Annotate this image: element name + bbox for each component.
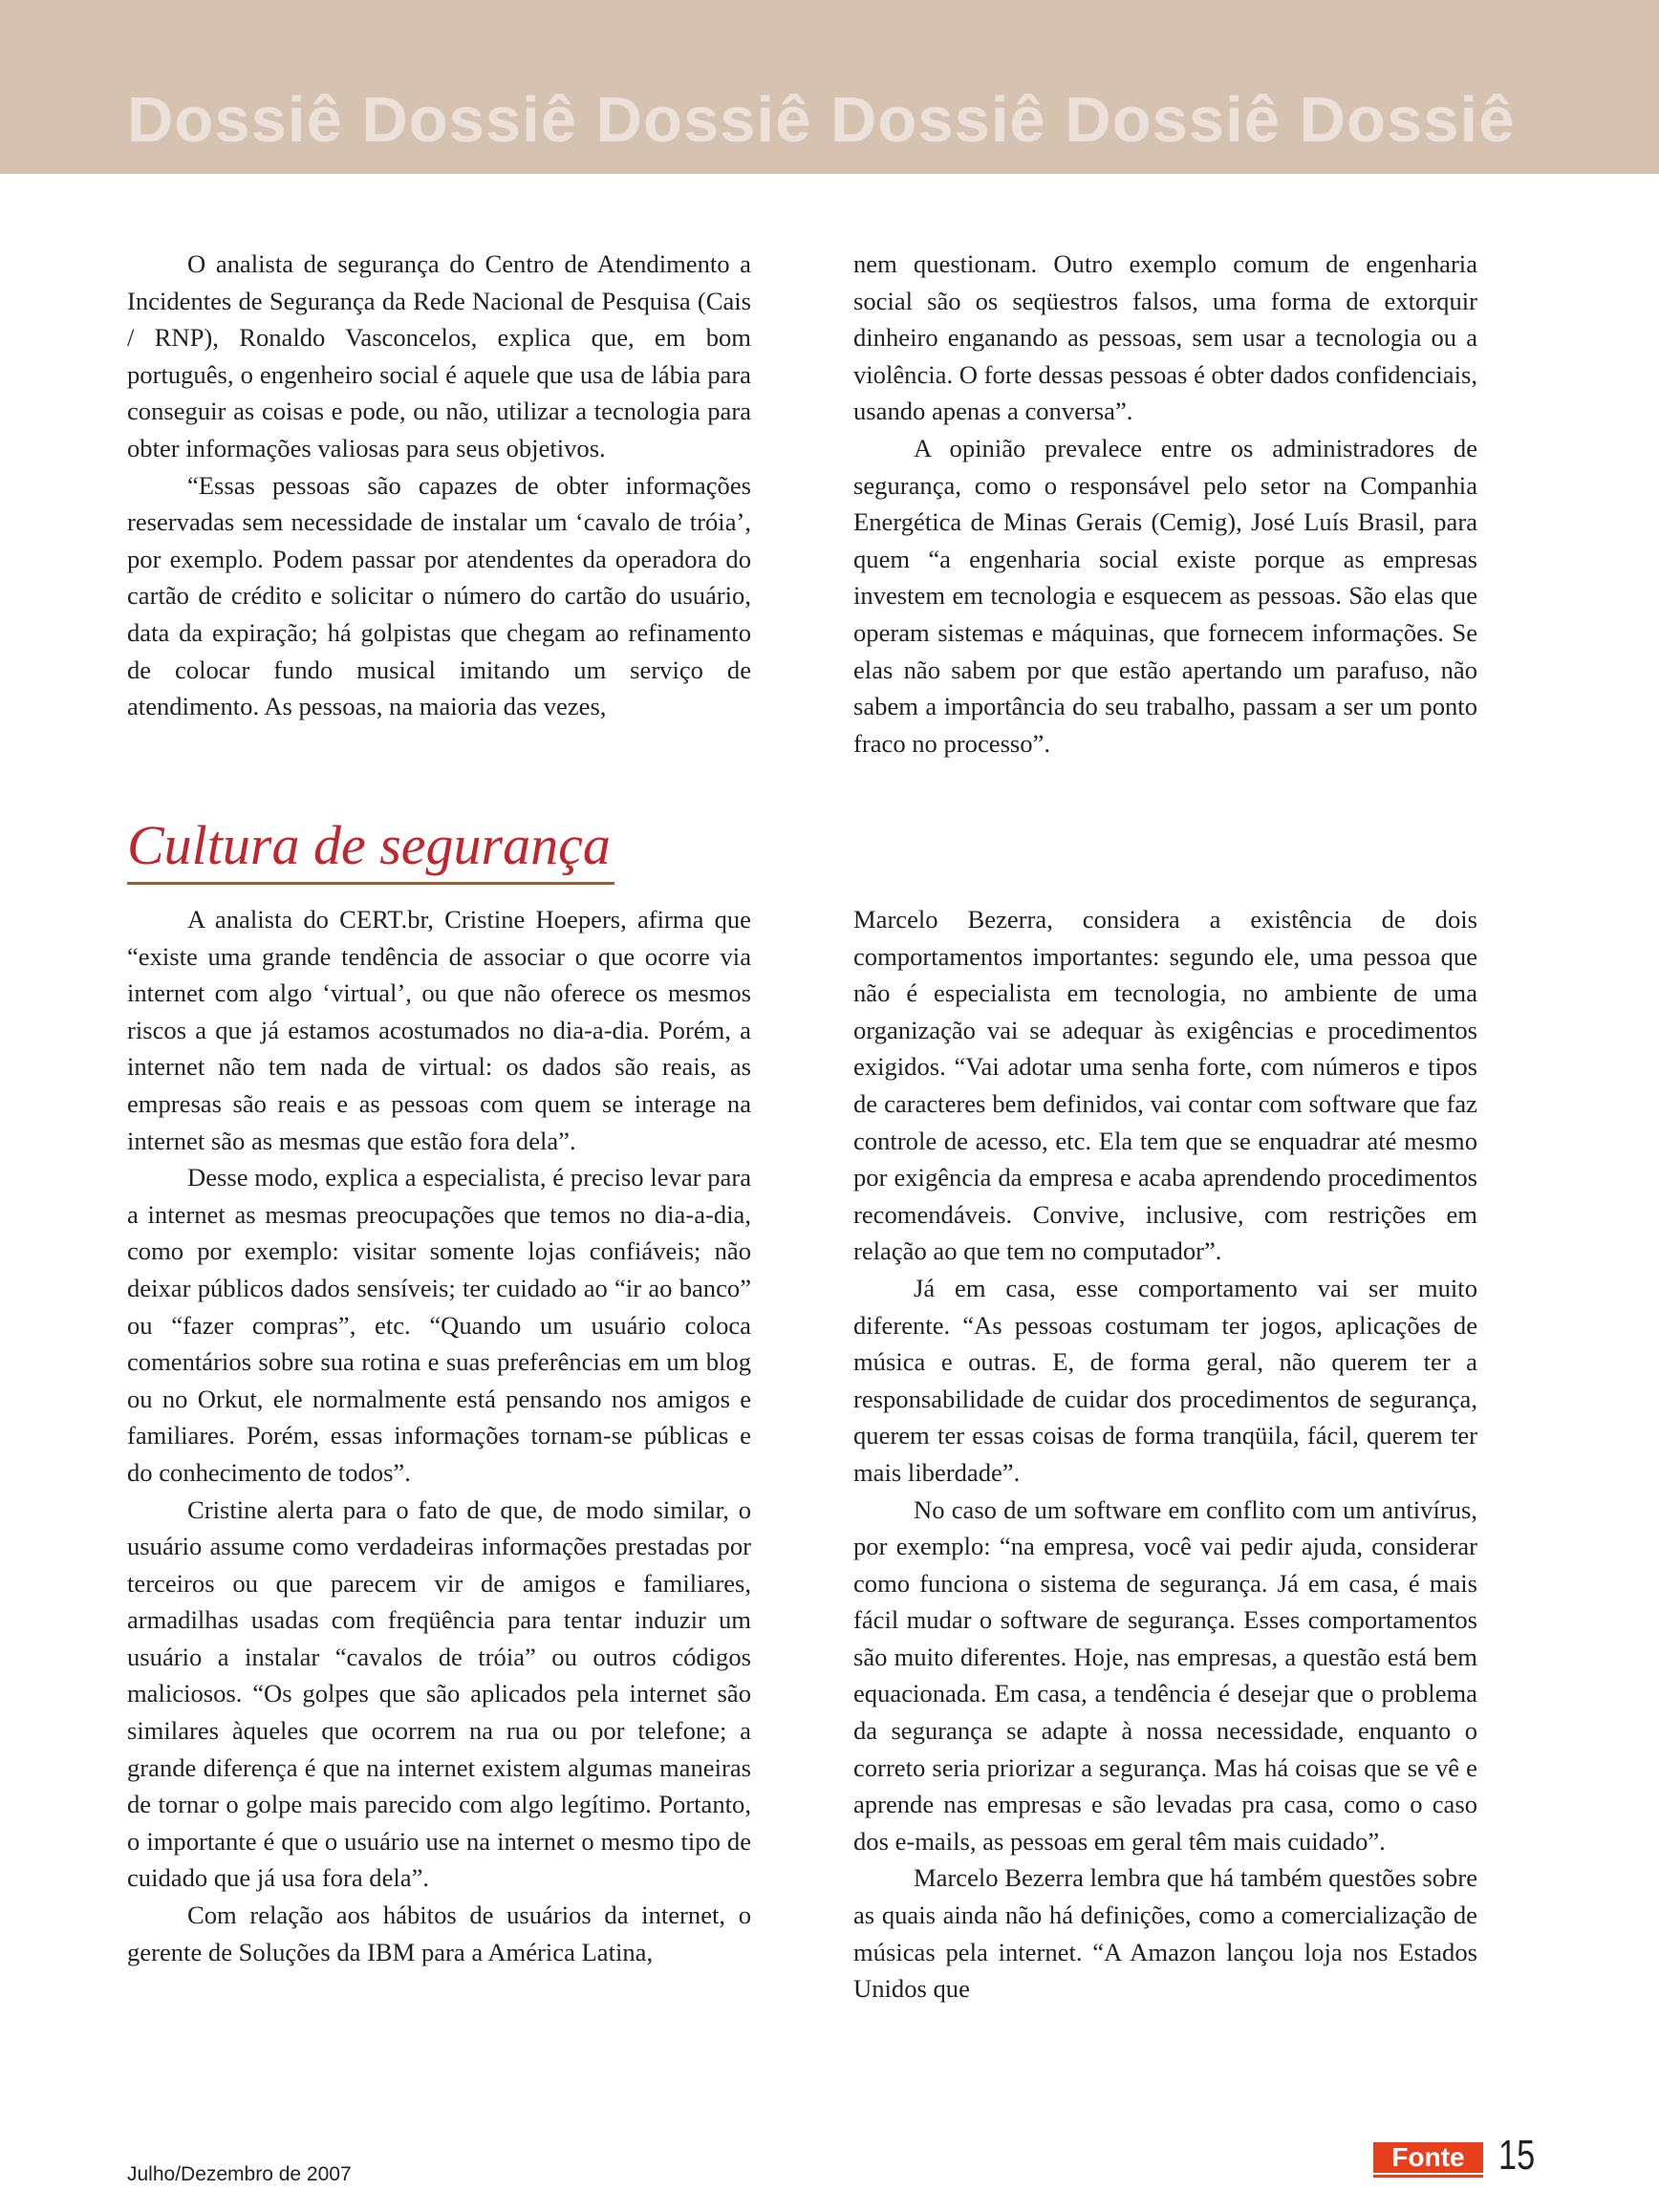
- section-right-column: [853, 901, 1477, 2008]
- page-number: 15: [1498, 2132, 1536, 2179]
- fonte-logo: Fonte: [1373, 2142, 1483, 2173]
- paragraph: Marcelo Bezerra, considera a existência de dois comportamentos importantes: segundo ele, uma pessoa que não é especialista em tecnologia, no ambiente de uma organização vai se adequar às exigências e procedimentos exigidos. “Vai adotar uma senha forte, com números e tipos de caracteres bem definidos, vai contar com software que faz controle de acesso, etc. Ela tem que se enquadrar até mesmo por exigência da empresa e acaba aprendendo procedimentos recomendáveis. Convive, inclusive, com restrições em relação ao que tem no computador”.: [853, 905, 1477, 1266]
- paragraph: Já em casa, esse comportamento vai ser muito diferente. “As pessoas costumam ter jogos, aplicações de música e outras. E, de forma geral, não querem ter a responsabilidade de cuidar dos procedimentos de segurança, querem ter essas coisas de forma tranqüila, fácil, querem ter mais liberdade”.: [853, 1273, 1477, 1487]
- dossie-header-band: [0, 0, 1659, 174]
- section-left-column: [127, 901, 751, 1970]
- paragraph: O analista de segurança do Centro de Atendimento a Incidentes de Segurança da Rede Nacional de Pesquisa (Cais / RNP), Ronaldo Vasconcelos, explica que, em bom português, o engenheiro social é aquele que usa de lábia para conseguir as coisas e pode, ou não, utilizar a tecnologia para obter informações valiosas para seus objetivos.: [127, 249, 751, 462]
- paragraph: A analista do CERT.br, Cristine Hoepers, afirma que “existe uma grande tendência de associar o que ocorre via internet com algo ‘virtual’, ou que não oferece os mesmos riscos a que já estamos acostumados no dia-a-dia. Porém, a internet não tem nada de virtual: os dados são reais, as empresas são reais e as pessoas com quem se interage na internet são as mesmas que estão fora dela”.: [127, 905, 751, 1155]
- paragraph: Marcelo Bezerra lembra que há também questões sobre as quais ainda não há definições, como a comercialização de músicas pela internet. “A Amazon lançou loja nos Estados Unidos que: [853, 1863, 1477, 2004]
- paragraph: Com relação aos hábitos de usuários da internet, o gerente de Soluções da IBM para a América Latina,: [127, 1901, 751, 1966]
- paragraph: Desse modo, explica a especialista, é preciso levar para a internet as mesmas preocupações que temos no dia-a-dia, como por exemplo: visitar somente lojas confiáveis; não deixar públicos dados sensíveis; ter cuidado ao “ir ao banco” ou “fazer compras”, etc. “Quando um usuário coloca comentários sobre sua rotina e suas preferências em um blog ou no Orkut, ele normalmente está pensando nos amigos e familiares. Porém, essas informações tornam-se públicas e do conhecimento de todos”.: [127, 1163, 751, 1487]
- paragraph: nem questionam. Outro exemplo comum de engenharia social são os seqüestros falsos, uma forma de extorquir dinheiro enganando as pessoas, sem usar a tecnologia ou a violência. O forte dessas pessoas é obter dados confidenciais, usando apenas a conversa”.: [853, 249, 1477, 426]
- paragraph: No caso de um software em conflito com um antivírus, por exemplo: “na empresa, você vai pedir ajuda, considerar como funciona o sistema de segurança. Já em casa, é mais fácil mudar o software de segurança. Esses comportamentos são muito diferentes. Hoje, nas empresas, a questão está bem equacionada. Em casa, a tendência é desejar que o problema da segurança se adapte à nossa necessidade, enquanto o correto seria priorizar a segurança. Mas há coisas que se vê e aprende nas empresas e são levadas pra casa, como o caso dos e-mails, as pessoas em geral têm mais cuidado”.: [853, 1494, 1477, 1856]
- fonte-logo-underline: [1373, 2175, 1483, 2178]
- paragraph: Cristine alerta para o fato de que, de modo similar, o usuário assume como verdadeiras informações prestadas por terceiros ou que parecem vir de amigos e familiares, armadilhas usadas com freqüência para tentar induzir um usuário a instalar “cavalos de tróia” ou outros códigos maliciosos. “Os golpes que são aplicados pela internet são similares àqueles que ocorrem na rua ou por telefone; a grande diferença é que na internet existem algumas maneiras de tornar o golpe mais parecido com algo legítimo. Portanto, o importante é que o usuário use na internet o mesmo tipo de cuidado que já usa fora dela”.: [127, 1494, 751, 1893]
- section-title-underline: [127, 882, 614, 885]
- top-left-column: [127, 246, 751, 725]
- issue-date: Julho/Dezembro de 2007: [127, 2163, 352, 2185]
- dossie-header-title: Dossiê Dossiê Dossiê Dossiê Dossiê Dossiê: [127, 84, 1516, 156]
- paragraph: A opinião prevalece entre os administradores de segurança, como o responsável pelo setor na Companhia Energética de Minas Gerais (Cemig), José Luís Brasil, para quem “a engenharia social existe porque as empresas investem em tecnologia e esquecem as pessoas. São elas que operam sistemas e máquinas, que fornecem informações. Se elas não sabem por que estão apertando um parafuso, não sabem a importância do seu trabalho, passam a ser um ponto fraco no processo”.: [853, 433, 1477, 758]
- section-title: Cultura de segurança: [127, 814, 611, 876]
- paragraph: “Essas pessoas são capazes de obter informações reservadas sem necessidade de instalar um ‘cavalo de tróia’, por exemplo. Podem passar por atendentes da operadora do cartão de crédito e solicitar o número do cartão do usuário, data da expiração; há golpistas que chegam ao refinamento de colocar fundo musical imitando um serviço de atendimento. As pessoas, na maioria das vezes,: [127, 470, 751, 721]
- top-right-column: [853, 246, 1477, 762]
